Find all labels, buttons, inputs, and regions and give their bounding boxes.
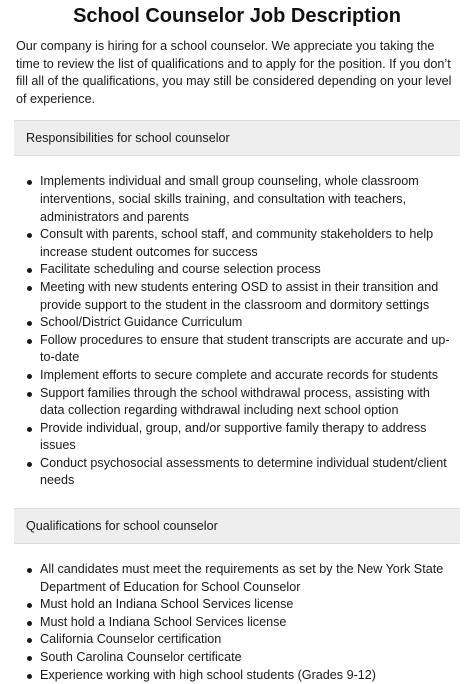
- list-item: [26, 614, 456, 632]
- list-item-text: Follow procedures to ensure that student transcripts are accurate and up-to-date: [40, 332, 450, 365]
- bullet-icon: [27, 427, 32, 432]
- list-item: [26, 420, 456, 455]
- qualifications-header: [14, 508, 460, 544]
- bullet-icon: [27, 392, 32, 397]
- list-item-text: School/District Guidance Curriculum: [40, 315, 243, 330]
- list-item-text: Consult with parents, school staff, and community stakeholders to help increase student outcomes for success: [40, 227, 434, 259]
- list-item-text: Must hold a Indiana School Services license: [40, 614, 287, 629]
- responsibilities-list: [14, 173, 460, 490]
- list-item: [26, 332, 456, 367]
- bullet-icon: [27, 568, 32, 573]
- list-item-text: Implements individual and small group counseling, whole classroom interventions, social skills training, and consultation with teachers, administrators and parents: [40, 174, 419, 224]
- bullet-icon: [27, 321, 32, 326]
- list-item: [26, 314, 456, 332]
- list-item-text: Support families through the school withdrawal process, assisting with data collection regarding withdrawal including next school option: [40, 385, 430, 418]
- bullet-icon: [27, 603, 32, 608]
- bullet-icon: [27, 233, 32, 238]
- list-item: [26, 561, 456, 596]
- list-item-text: South Carolina Counselor certificate: [40, 650, 242, 665]
- qualifications-heading: Qualifications for school counselor: [26, 519, 218, 534]
- list-item: [26, 455, 456, 490]
- list-item: [26, 649, 456, 667]
- list-item: [26, 631, 456, 649]
- list-item-text: Meeting with new students entering OSD to assist in their transition and provide support to the student in the classroom and dormitory settings: [40, 279, 439, 312]
- list-item: [26, 667, 456, 684]
- responsibilities-header: [14, 120, 460, 156]
- list-item-text: Provide individual, group, and/or supportive family therapy to address issues: [40, 420, 427, 453]
- list-item-text: All candidates must meet the requirements as set by the New York State Department of Education for School Counselor: [40, 562, 444, 594]
- bullet-icon: [27, 656, 32, 661]
- list-item-text: Facilitate scheduling and course selection process: [40, 262, 321, 277]
- list-item-text: Experience working with high school students (Grades 9-12): [40, 667, 377, 682]
- list-item: [26, 261, 456, 279]
- bullet-icon: [27, 180, 32, 185]
- responsibilities-heading: Responsibilities for school counselor: [26, 131, 230, 146]
- list-item: [26, 173, 456, 226]
- bullet-icon: [27, 374, 32, 379]
- bullet-icon: [27, 339, 32, 344]
- intro-paragraph: Our company is hiring for a school counselor. We appreciate you taking the time to review the list of qualifications and to apply for the position. If you don’t fill all of the qualifications, you may still be considered depending on your level of experience.: [16, 39, 452, 106]
- bullet-icon: [27, 638, 32, 643]
- list-item-text: Conduct psychosocial assessments to determine individual student/client needs: [40, 455, 447, 488]
- list-item: [26, 226, 456, 261]
- bullet-icon: [27, 674, 32, 679]
- list-item: [26, 367, 456, 385]
- list-item-text: Must hold an Indiana School Services license: [40, 597, 294, 612]
- bullet-icon: [27, 286, 32, 291]
- list-item: [26, 385, 456, 420]
- list-item-text: Implement efforts to secure complete and accurate records for students: [40, 367, 439, 382]
- bullet-icon: [27, 268, 32, 273]
- list-item: [26, 596, 456, 614]
- list-item: [26, 279, 456, 314]
- list-item-text: California Counselor certification: [40, 632, 222, 647]
- bullet-icon: [27, 462, 32, 467]
- bullet-icon: [27, 621, 32, 626]
- qualifications-list: [14, 561, 460, 684]
- page-title: School Counselor Job Description: [73, 5, 401, 27]
